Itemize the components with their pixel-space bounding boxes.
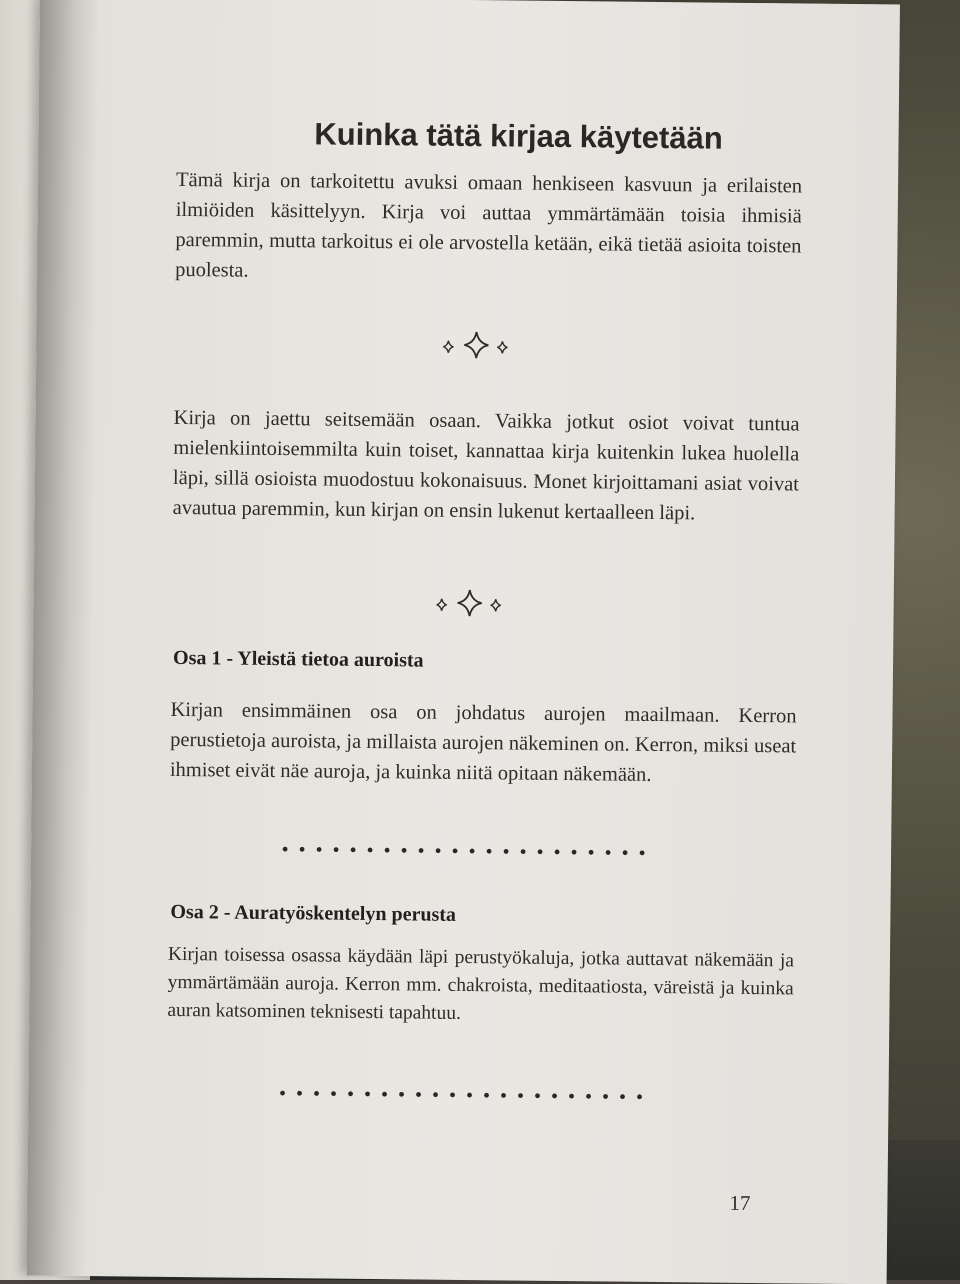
intro-paragraph: Tämä kirja on tarkoitettu avuksi omaan henkiseen kasvuun ja erilaisten ilmiöiden käsittelyyn. Kirja voi auttaa ymmärtämään toisia ihmisiä paremmin, mutta tarkoitus ei ole arvostella ketään, eikä tietää asioita toisten puolesta. [175, 168, 803, 282]
section-paragraph: Kirjan toisessa osassa käydään läpi perustyökaluja, jotka auttavat näkemään ja ymmärtämään auroja. Kerron mm. chakroista, meditaatiosta, väreistä ja kuinka auran katsominen teknisesti tapahtuu. [167, 943, 795, 1024]
section-paragraph: Kirjan ensimmäinen osa on johdatus aurojen maailmaan. Kerron perustietoja auroista, ja millaista aurojen näkeminen on. Kerron, miksi useat ihmiset eivät näe auroja, ja kuinka niitä opitaan näkemään. [169, 698, 797, 786]
book-page [27, 0, 900, 1284]
dotted-divider [278, 1088, 648, 1102]
section-heading: Osa 1 - Yleistä tietoa auroista [172, 646, 424, 672]
page-number: 17 [729, 1190, 751, 1216]
sparkles-icon [436, 330, 516, 361]
dotted-divider [281, 844, 651, 858]
structure-paragraph: Kirja on jaettu seitsemään osaan. Vaikka jotkut osiot voivat tuntua mielenkiintoisemmilta kuin toiset, kannattaa kirja kuitenkin lukea huolella läpi, sillä osioista muodostuu kokonaisuus. Monet kirjoittamani asiat voivat avautua paremmin, kun kirjan on ensin lukenut kertaalleen läpi. [172, 406, 800, 525]
sparkles-icon [430, 588, 510, 619]
spine-shadow [27, 0, 100, 1276]
section-heading: Osa 2 - Auratyöskentelyn perusta [170, 900, 457, 926]
page-title: Kuinka tätä kirjaa käytetään [314, 116, 723, 156]
